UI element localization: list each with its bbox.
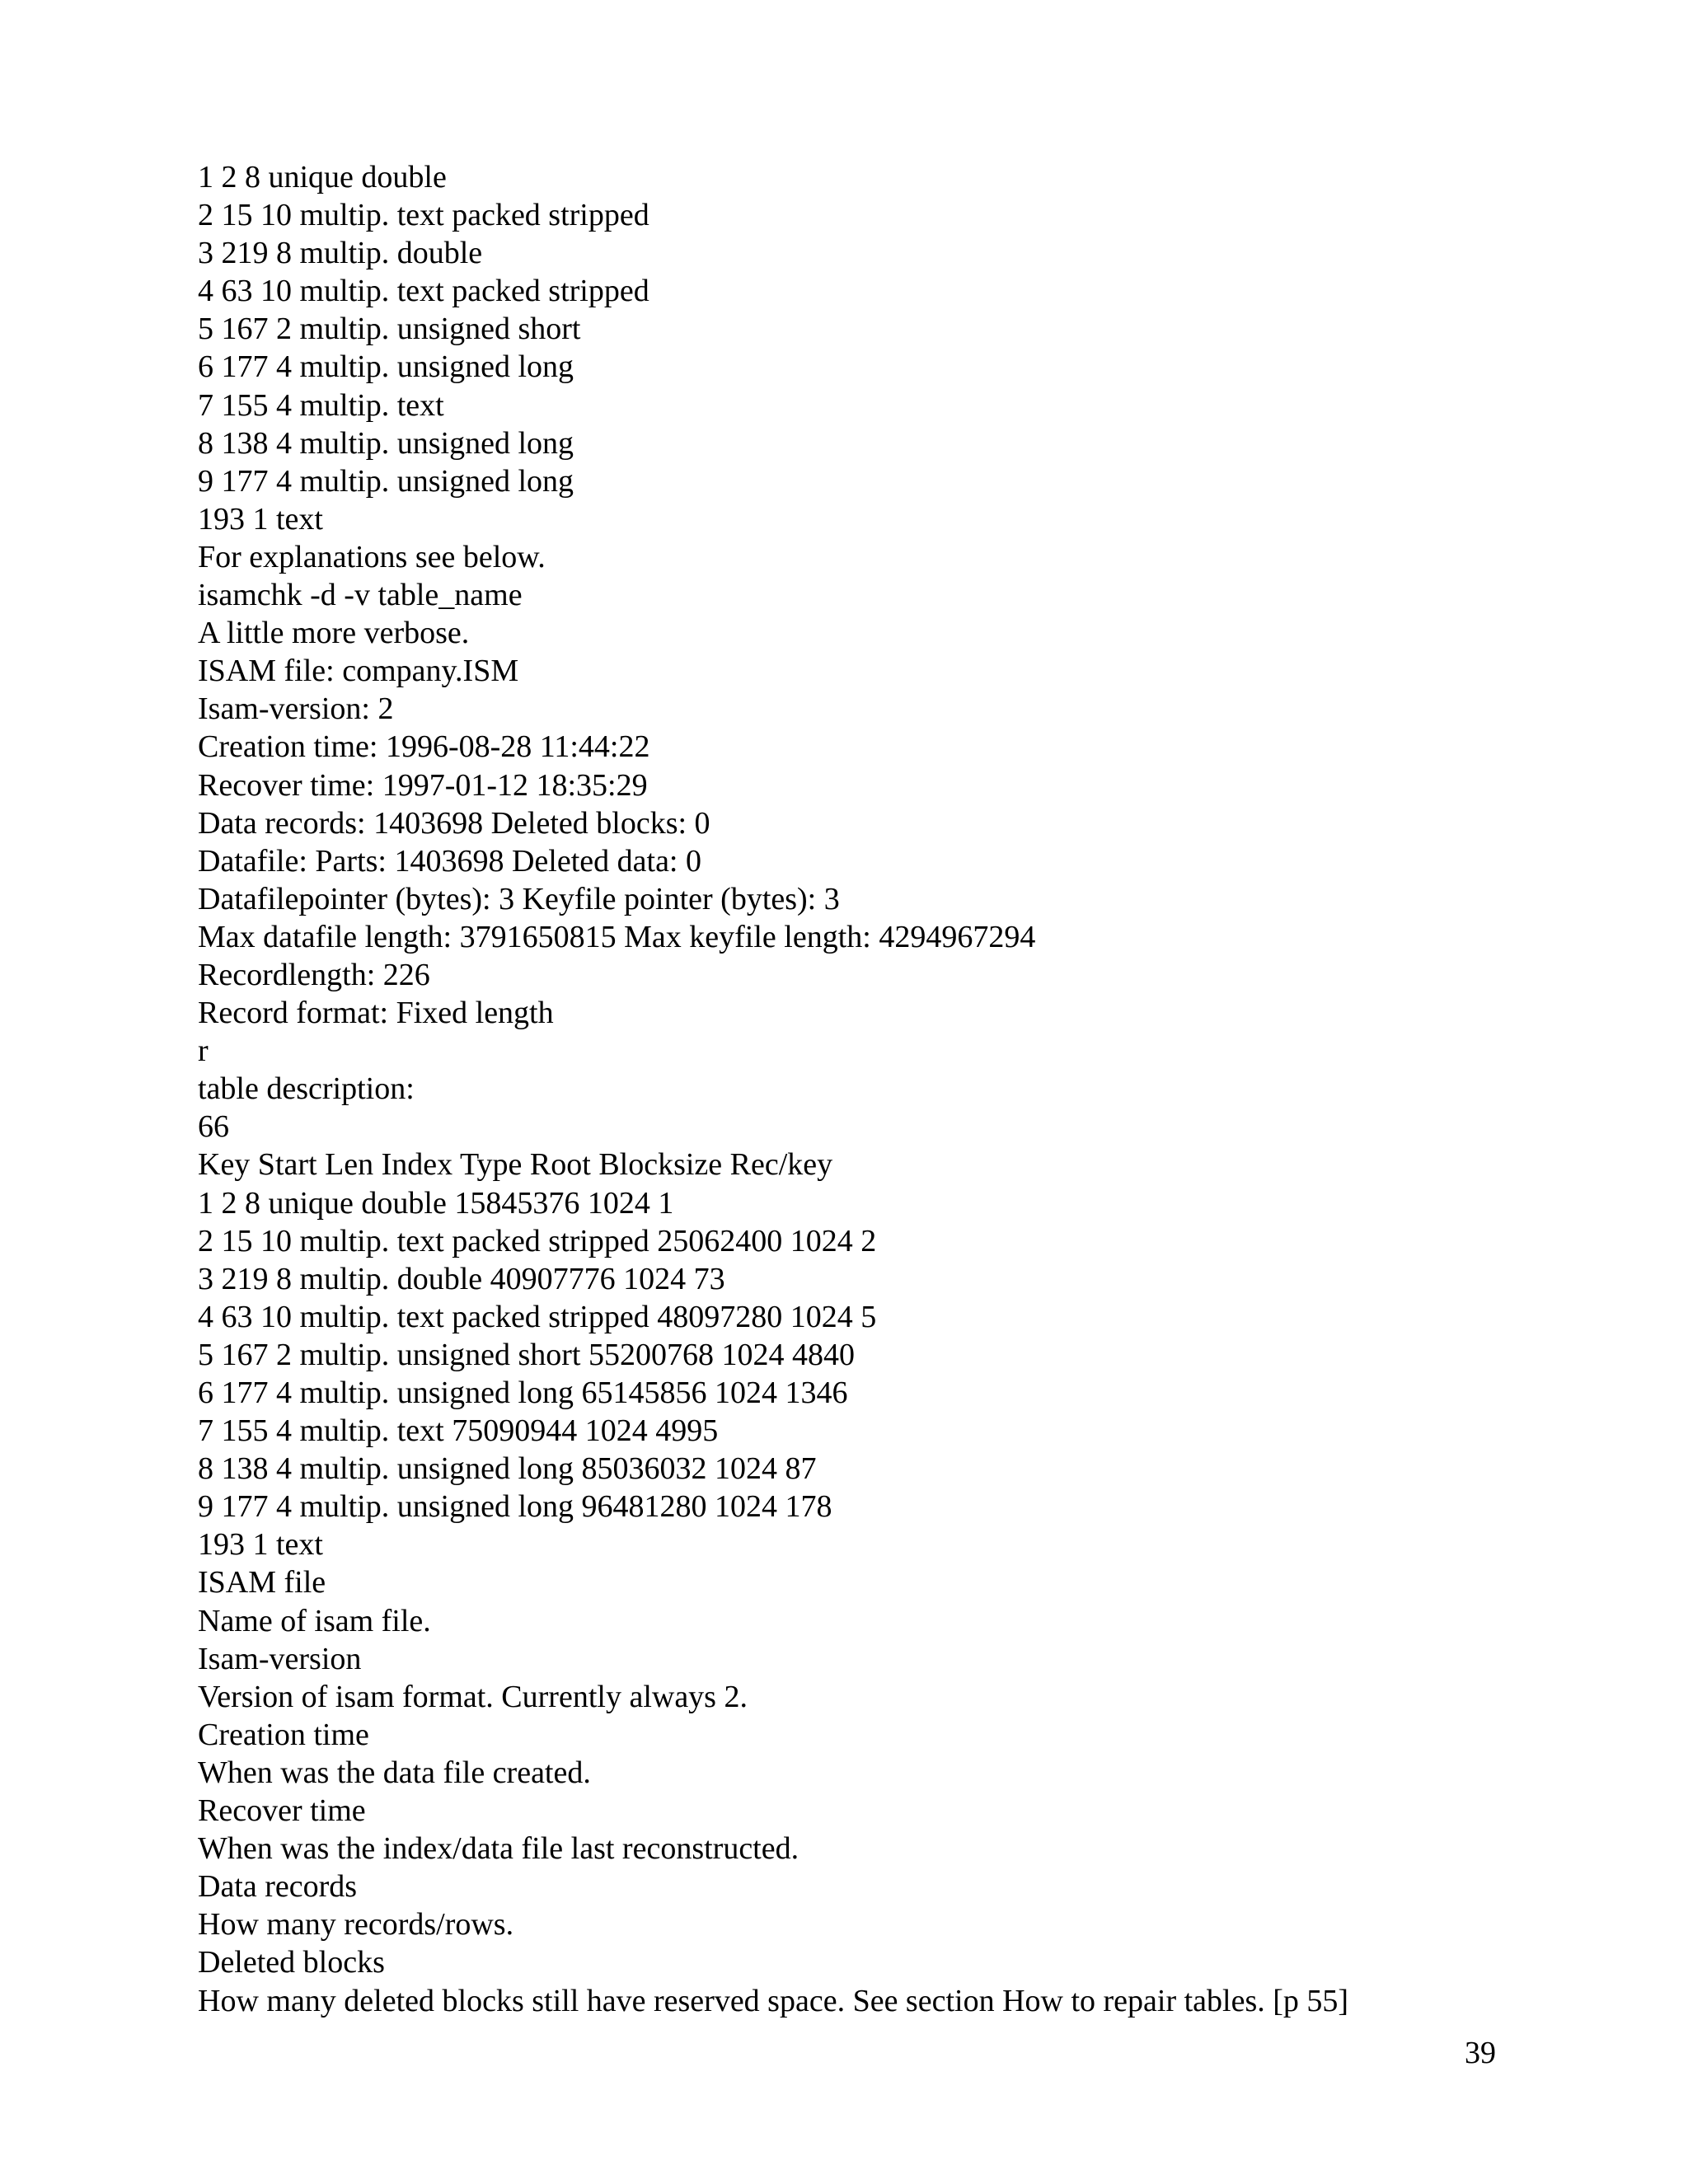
text-line: A little more verbose. xyxy=(198,616,470,651)
definition-line: How many records/rows. xyxy=(198,1907,514,1943)
text-line: Recordlength: 226 xyxy=(198,957,430,992)
text-line: 6 177 4 multip. unsigned long xyxy=(198,349,574,385)
command-line: isamchk -d -v table_name xyxy=(198,578,523,613)
text-line: 4 63 10 multip. text packed stripped 48097280 1024 5 xyxy=(198,1299,877,1334)
definition-line: How many deleted blocks still have reserved space. See section How to repair tables. [p 55] xyxy=(198,1983,1349,2018)
definition-line: When was the index/data file last reconstructed. xyxy=(198,1831,799,1867)
term-line: Creation time xyxy=(198,1717,369,1752)
text-line: Isam-version: 2 xyxy=(198,691,394,727)
term-line: Data records xyxy=(198,1869,358,1905)
text-line: Creation time: 1996-08-28 11:44:22 xyxy=(198,729,650,765)
page-number: 39 xyxy=(1465,2036,1496,2070)
text-line: 8 138 4 multip. unsigned long xyxy=(198,425,574,461)
text-line: table description: xyxy=(198,1071,415,1107)
text-line: 9 177 4 multip. unsigned long xyxy=(198,463,574,499)
term-line: Deleted blocks xyxy=(198,1945,385,1980)
text-line: r xyxy=(198,1033,209,1069)
document-body xyxy=(198,158,1517,2020)
text-line: 6 177 4 multip. unsigned long 65145856 1024 1346 xyxy=(198,1376,848,1410)
text-line: 193 1 text xyxy=(198,1527,323,1563)
definition-line: When was the data file created. xyxy=(198,1755,591,1790)
text-line: Max datafile length: 3791650815 Max keyfile length: 4294967294 xyxy=(198,919,1036,954)
text-line: 3 219 8 multip. double 40907776 1024 73 xyxy=(198,1261,725,1296)
text-line: Data records: 1403698 Deleted blocks: 0 xyxy=(198,805,710,841)
text-line: 7 155 4 multip. text xyxy=(198,387,444,423)
text-line: 1 2 8 unique double xyxy=(198,160,447,194)
text-line: 7 155 4 multip. text 75090944 1024 4995 xyxy=(198,1413,719,1449)
text-line: 5 167 2 multip. unsigned short 55200768 1024 4840 xyxy=(198,1337,855,1372)
text-line: 193 1 text xyxy=(198,501,323,537)
text-line: ISAM file: company.ISM xyxy=(198,654,519,689)
term-line: ISAM file xyxy=(198,1565,326,1601)
definition-line: Name of isam file. xyxy=(198,1603,431,1638)
text-line: 8 138 4 multip. unsigned long 85036032 1024 87 xyxy=(198,1451,817,1487)
table-header-line: Key Start Len Index Type Root Blocksize Rec/key xyxy=(198,1147,833,1183)
text-line: Record format: Fixed length xyxy=(198,996,554,1031)
text-line: 66 xyxy=(198,1109,229,1145)
text-line: 5 167 2 multip. unsigned short xyxy=(198,312,581,347)
term-line: Isam-version xyxy=(198,1641,362,1676)
text-line: 2 15 10 multip. text packed stripped xyxy=(198,198,649,233)
text-line: 1 2 8 unique double 15845376 1024 1 xyxy=(198,1185,674,1221)
definition-line: Version of isam format. Currently always 2. xyxy=(198,1679,748,1714)
text-line: Datafile: Parts: 1403698 Deleted data: 0 xyxy=(198,843,701,879)
text-line: 3 219 8 multip. double xyxy=(198,236,483,271)
text-line: Datafilepointer (bytes): 3 Keyfile pointer (bytes): 3 xyxy=(198,881,840,916)
text-line: 9 177 4 multip. unsigned long 96481280 1024 178 xyxy=(198,1489,832,1525)
term-line: Recover time xyxy=(198,1793,366,1829)
text-line: For explanations see below. xyxy=(198,539,546,574)
text-line: 4 63 10 multip. text packed stripped xyxy=(198,274,649,309)
text-line: Recover time: 1997-01-12 18:35:29 xyxy=(198,767,648,803)
text-line: 2 15 10 multip. text packed stripped 25062400 1024 2 xyxy=(198,1223,877,1258)
